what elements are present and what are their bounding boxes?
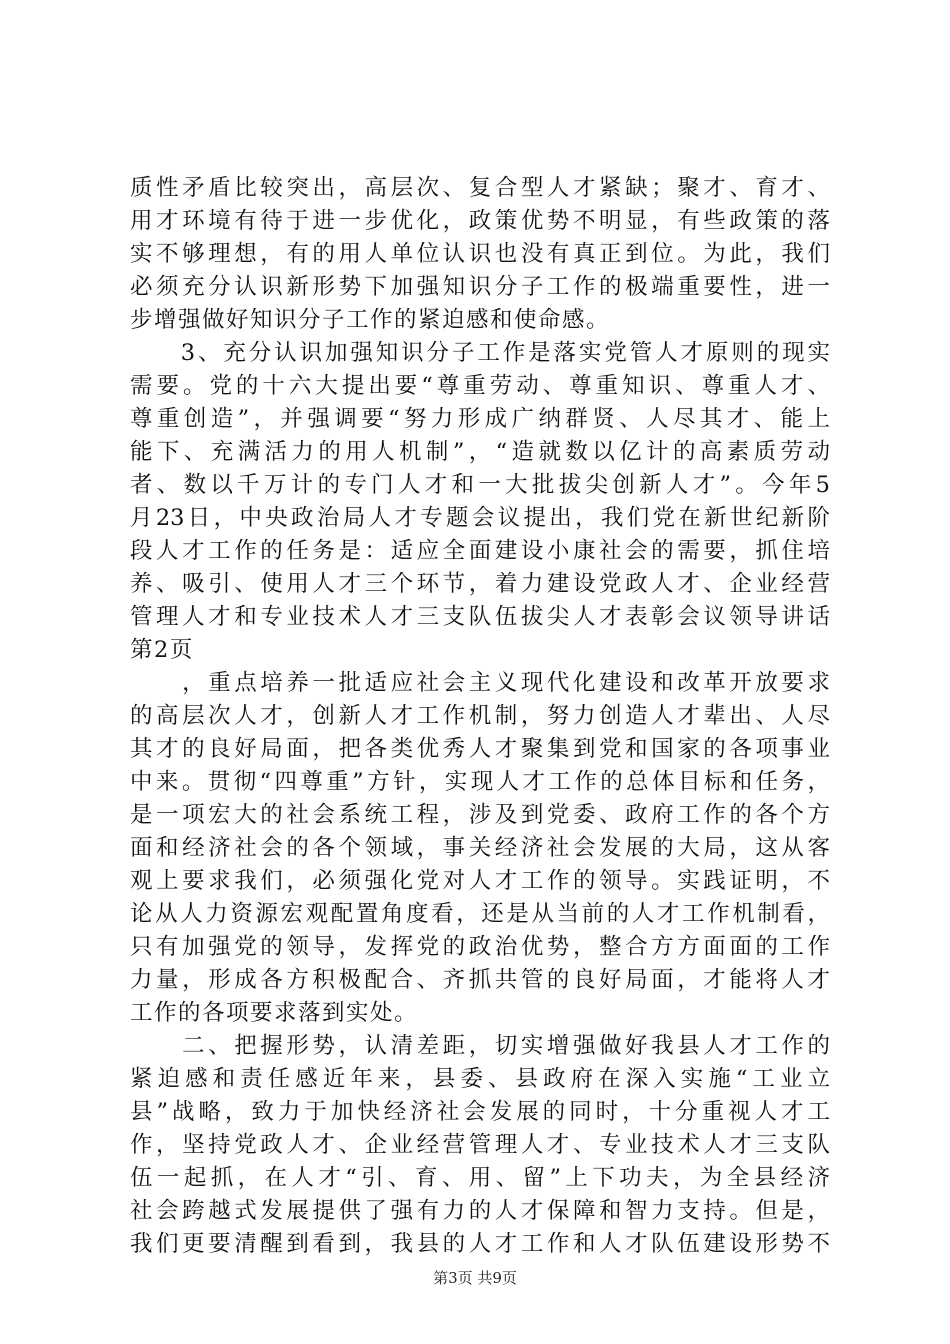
text-line: 观上要求我们，必须强化党对人才工作的领导。实践证明，不 [130,868,830,894]
text-line: 月23日，中央政治局人才专题会议提出，我们党在新世纪新阶 [130,505,830,531]
text-line: 者、数以千万计的专门人才和一大批拔尖创新人才”。今年5 [130,472,830,498]
text-line: 二、把握形势，认清差距，切实增强做好我县人才工作的 [130,1033,830,1059]
text-line: 中来。贯彻“四尊重”方针，实现人才工作的总体目标和任务， [130,769,830,795]
text-line: 质性矛盾比较突出，高层次、复合型人才紧缺；聚才、育才、 [130,175,830,201]
text-line: 工作的各项要求落到实处。 [130,1000,419,1026]
text-line: 论从人力资源宏观配置角度看，还是从当前的人才工作机制看， [130,901,830,927]
text-line: 的高层次人才，创新人才工作机制，努力创造人才辈出、人尽 [130,703,830,729]
page-footer: 第3页 共9页 [433,1269,517,1287]
body-text [130,172,830,1261]
text-line: 是一项宏大的社会系统工程，涉及到党委、政府工作的各个方 [130,802,830,828]
text-line: 段人才工作的任务是：适应全面建设小康社会的需要，抓住培 [130,538,830,564]
text-line: 实不够理想，有的用人单位认识也没有真正到位。为此，我们 [130,241,830,267]
text-line: 紧迫感和责任感近年来，县委、县政府在深入实施“工业立 [130,1066,830,1092]
text-line: 面和经济社会的各个领域，事关经济社会发展的大局，这从客 [130,835,830,861]
text-line: 需要。党的十六大提出要“尊重劳动、尊重知识、尊重人才、 [130,373,830,399]
text-line: 作，坚持党政人才、企业经营管理人才、专业技术人才三支队 [130,1132,830,1158]
text-line: 必须充分认识新形势下加强知识分子工作的极端重要性，进一 [130,274,830,300]
text-line: ，重点培养一批适应社会主义现代化建设和改革开放要求 [130,670,830,696]
text-line: 用才环境有待于进一步优化，政策优势不明显，有些政策的落 [130,208,830,234]
text-line: 力量，形成各方积极配合、齐抓共管的良好局面，才能将人才 [130,967,830,993]
text-line: 尊重创造”，并强调要“努力形成广纳群贤、人尽其才、能上 [130,406,830,432]
text-line: 第2页 [130,637,194,663]
text-line: 县”战略，致力于加快经济社会发展的同时，十分重视人才工 [130,1099,830,1125]
text-line: 伍一起抓，在人才“引、育、用、留”上下功夫，为全县经济 [130,1165,830,1191]
text-line: 养、吸引、使用人才三个环节，着力建设党政人才、企业经营 [130,571,830,597]
text-line: 能下、充满活力的用人机制”，“造就数以亿计的高素质劳动 [130,439,830,465]
text-line: 只有加强党的领导，发挥党的政治优势，整合方方面面的工作 [130,934,830,960]
text-line: 步增强做好知识分子工作的紧迫感和使命感。 [130,307,611,333]
text-line: 3、充分认识加强知识分子工作是落实党管人才原则的现实 [130,340,830,366]
text-line: 其才的良好局面，把各类优秀人才聚集到党和国家的各项事业 [130,736,830,762]
text-line: 管理人才和专业技术人才三支队伍拔尖人才表彰会议领导讲话 [130,604,830,630]
text-line: 我们更要清醒到看到，我县的人才工作和人才队伍建设形势不 [130,1231,830,1257]
text-line: 社会跨越式发展提供了强有力的人才保障和智力支持。但是， [130,1198,830,1224]
